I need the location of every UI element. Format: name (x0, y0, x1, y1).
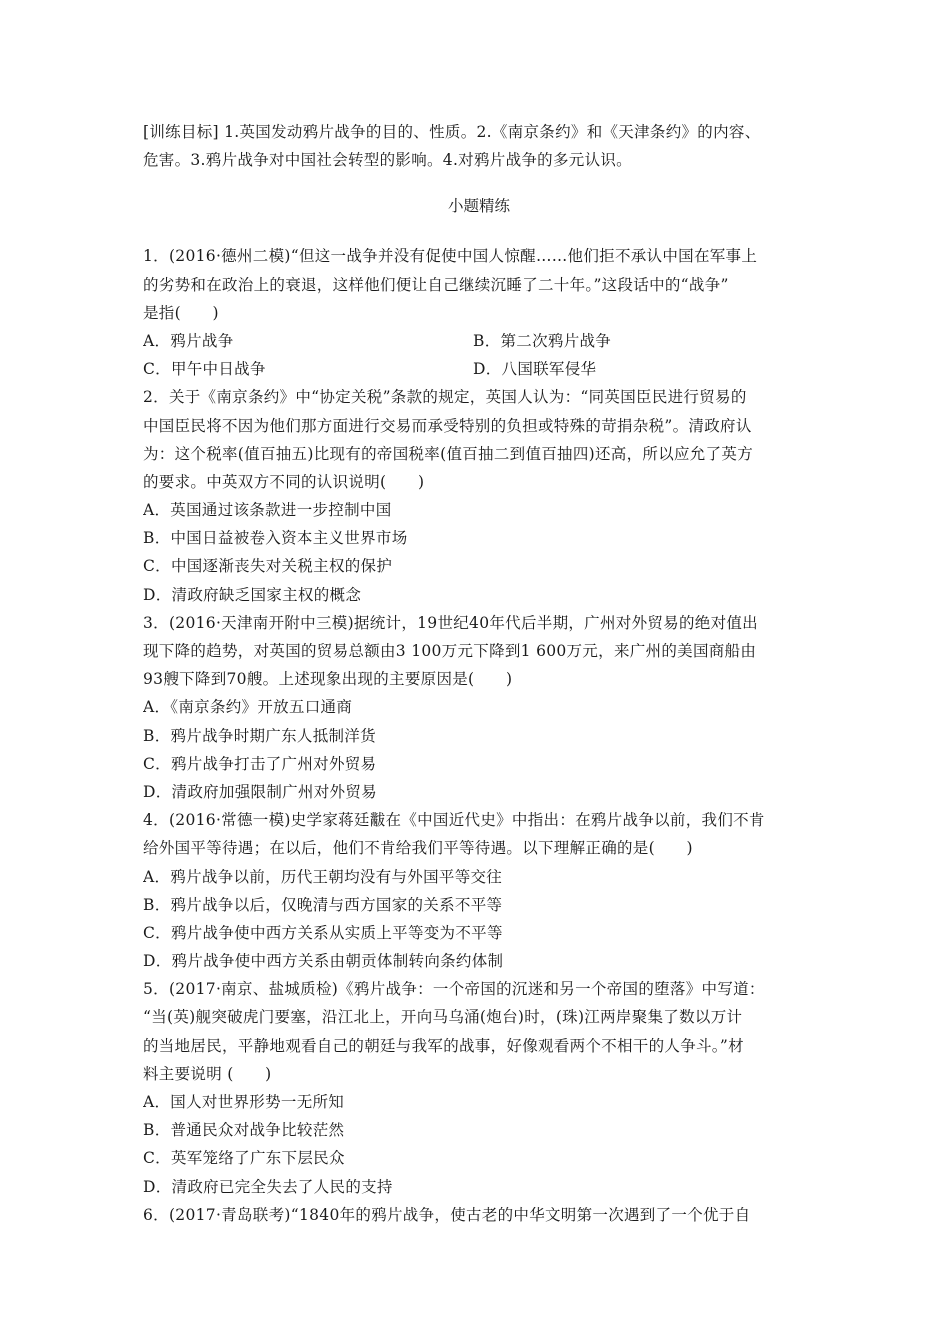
question-text-line: 给外国平等待遇；在以后，他们不肯给我们平等待遇。以下理解正确的是( ) (143, 839, 693, 858)
question-text-line: “当(英)舰突破虎门要塞，沿江北上，开向马乌涌(炮台)时，(珠)江两岸聚集了数以万计 (143, 1008, 743, 1027)
question-3 (143, 609, 815, 806)
question-text-line: 料主要说明 ( ) (143, 1064, 272, 1083)
options-row (143, 355, 815, 383)
option-c: C．英军笼络了广东下层民众 (143, 1149, 345, 1168)
option-a: A．英国通过该条款进一步控制中国 (143, 501, 392, 520)
goal-line-2: 危害。3.鸦片战争对中国社会转型的影响。4.对鸦片战争的多元认识。 (143, 151, 632, 170)
option-a: A．《南京条约》开放五口通商 (143, 698, 353, 717)
question-text-line: 4．(2016·常德一模)史学家蒋廷黻在《中国近代史》中指出：在鸦片战争以前，我们不肯 (143, 811, 765, 830)
option-a: A．国人对世界形势一无所知 (143, 1093, 345, 1111)
option-d: D．鸦片战争使中西方关系由朝贡体制转向条约体制 (143, 952, 504, 971)
option-b: B．普通民众对战争比较茫然 (143, 1121, 345, 1140)
goal-line-1: [训练目标] 1.英国发动鸦片战争的目的、性质。2.《南京条约》和《天津条约》的内容、 (143, 123, 761, 141)
option-c: C．甲午中日战争 (143, 360, 266, 379)
question-text-line: 6．(2017·青岛联考)“1840年的鸦片战争，使古老的中华文明第一次遇到了一个优于自 (143, 1205, 751, 1224)
option-b: B．中国日益被卷入资本主义世界市场 (143, 529, 408, 548)
document-page (143, 118, 815, 1229)
question-2 (143, 383, 815, 609)
option-c: C．鸦片战争使中西方关系从实质上平等变为不平等 (143, 923, 503, 942)
question-text-line: 3．(2016·天津南开附中三模)据统计，19世纪40年代后半期，广州对外贸易的绝对值出 (143, 613, 758, 632)
question-text-line: 的要求。中英双方不同的认识说明( ) (143, 472, 425, 491)
question-text-line: 5．(2017·南京、盐城质检)《鸦片战争：一个帝国的沉迷和另一个帝国的堕落》中写道： (143, 980, 765, 999)
option-a: A．鸦片战争 (143, 331, 234, 350)
option-c: C．鸦片战争打击了广州对外贸易 (143, 754, 377, 773)
option-d: D．清政府加强限制广州对外贸易 (143, 782, 377, 801)
question-text-line: 93艘下降到70艘。上述现象出现的主要原因是( ) (143, 670, 513, 689)
question-text-line: 为：这个税率(值百抽五)比现有的帝国税率(值百抽二到值百抽四)还高，所以应允了英方 (143, 444, 753, 463)
option-d: D．八国联军侵华 (473, 360, 597, 379)
question-1 (143, 242, 815, 383)
option-a: A．鸦片战争以前，历代王朝均没有与外国平等交往 (143, 867, 503, 886)
question-text-line: 现下降的趋势，对英国的贸易总额由3 100万元下降到1 600万元，来广州的美国商船由 (143, 642, 757, 660)
section-title: 小题精练 (447, 197, 510, 216)
options-row (143, 327, 815, 355)
question-text-line: 1．(2016·德州二模)“但这一战争并没有促使中国人惊醒……他们拒不承认中国在军事上 (143, 247, 758, 266)
option-b: B．鸦片战争以后，仅晚清与西方国家的关系不平等 (143, 895, 503, 914)
option-d: D．清政府已完全失去了人民的支持 (143, 1177, 393, 1196)
option-b: B．第二次鸦片战争 (473, 331, 612, 350)
question-6 (143, 1201, 815, 1229)
option-c: C．中国逐渐丧失对关税主权的保护 (143, 557, 393, 576)
question-text-line: 的当地居民，平静地观看自己的朝廷与我军的战事，好像观看两个不相干的人争斗。”材 (143, 1036, 744, 1055)
option-b: B．鸦片战争时期广东人抵制洋货 (143, 726, 376, 745)
question-text-line: 2．关于《南京条约》中“协定关税”条款的规定，英国人认为：“同英国臣民进行贸易的 (143, 388, 747, 407)
option-d: D．清政府缺乏国家主权的概念 (143, 585, 362, 604)
question-text-line: 的劣势和在政治上的衰退，这样他们便让自己继续沉睡了二十年。”这段话中的“战争” (143, 275, 729, 294)
question-5 (143, 975, 815, 1201)
question-4 (143, 806, 815, 975)
question-text-line: 是指( ) (143, 303, 219, 322)
question-text-line: 中国臣民将不因为他们那方面进行交易而承受特别的负担或特殊的苛捐杂税”。清政府认 (143, 416, 752, 435)
training-goal (143, 118, 815, 174)
